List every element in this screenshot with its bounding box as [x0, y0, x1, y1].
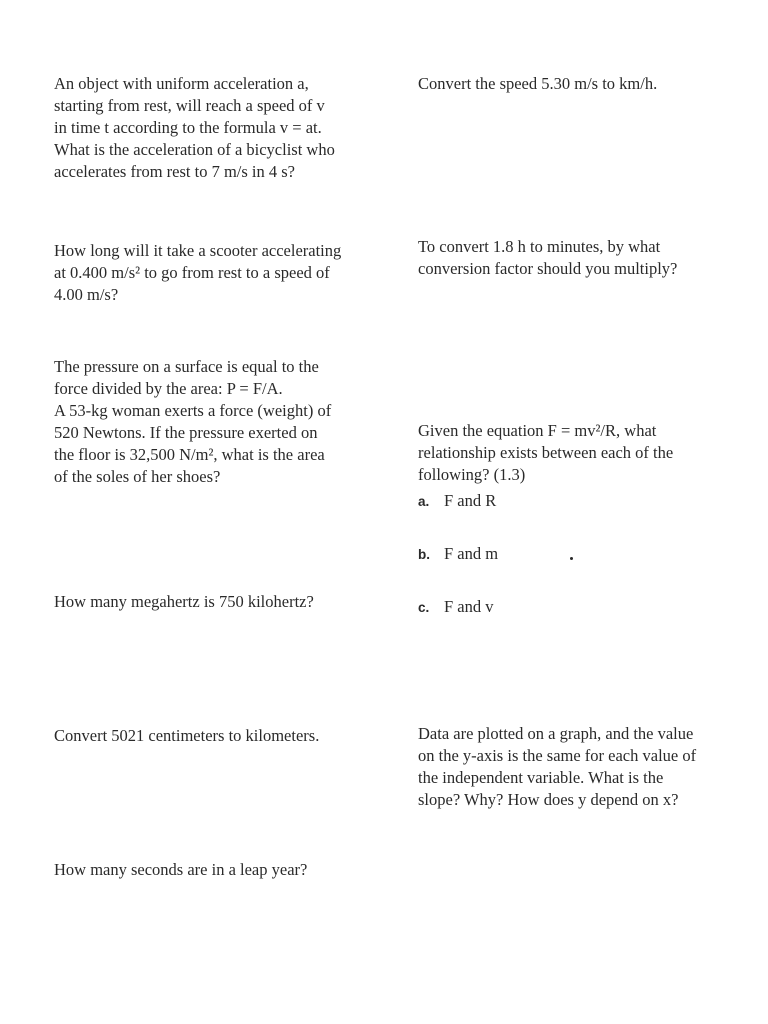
question-line: the independent variable. What is the	[418, 768, 664, 787]
subpart-label: c.	[418, 600, 430, 615]
question-line: at 0.400 m/s² to go from rest to a speed of	[54, 263, 330, 282]
subpart-text: F and m	[444, 544, 499, 563]
question-graph-slope	[418, 723, 696, 811]
question-line: of the soles of her shoes?	[54, 467, 221, 486]
question-line: conversion factor should you multiply?	[418, 259, 678, 278]
question-speed-conversion	[418, 73, 657, 95]
question-line: accelerates from rest to 7 m/s in 4 s?	[54, 162, 295, 181]
subpart-label: a.	[418, 494, 430, 509]
question-hours-to-minutes	[418, 236, 677, 280]
subpart-text: F and v	[444, 597, 494, 616]
subpart-text: F and R	[444, 491, 497, 510]
question-line: on the y-axis is the same for each value of	[418, 746, 697, 765]
question-line: The pressure on a surface is equal to the	[54, 357, 319, 376]
question-pressure-area	[54, 356, 331, 488]
question-line: An object with uniform acceleration a,	[54, 74, 309, 93]
stray-dot	[570, 557, 573, 560]
question-line: following? (1.3)	[418, 465, 526, 484]
subpart-label: b.	[418, 547, 430, 562]
question-line: How many seconds are in a leap year?	[54, 860, 308, 879]
question-line: To convert 1.8 h to minutes, by what	[418, 237, 661, 256]
question-line: 520 Newtons. If the pressure exerted on	[54, 423, 318, 442]
question-megahertz	[54, 591, 314, 613]
question-line: the floor is 32,500 N/m², what is the area	[54, 445, 325, 464]
question-force-equation	[418, 420, 673, 486]
question-line: relationship exists between each of the	[418, 443, 674, 462]
question-line: in time t according to the formula v = at.	[54, 118, 322, 137]
question-line: slope? Why? How does y depend on x?	[418, 790, 679, 809]
question-line: Convert 5021 centimeters to kilometers.	[54, 726, 320, 745]
question-line: force divided by the area: P = F/A.	[54, 379, 283, 398]
question-line: A 53-kg woman exerts a force (weight) of	[54, 401, 332, 420]
question-line: How many megahertz is 750 kilohertz?	[54, 592, 314, 611]
question-line: starting from rest, will reach a speed of v	[54, 96, 325, 115]
question-centimeters-to-kilometers	[54, 725, 319, 747]
question-line: Convert the speed 5.30 m/s to km/h.	[418, 74, 658, 93]
question-leap-year-seconds	[54, 859, 307, 881]
question-uniform-acceleration	[54, 73, 335, 183]
subpart-c	[418, 596, 494, 619]
subpart-a	[418, 490, 496, 513]
question-line: 4.00 m/s?	[54, 285, 119, 304]
question-scooter-acceleration	[54, 240, 341, 306]
question-line: What is the acceleration of a bicyclist who	[54, 140, 335, 159]
question-line: How long will it take a scooter accelerating	[54, 241, 342, 260]
question-line: Data are plotted on a graph, and the value	[418, 724, 694, 743]
question-line: Given the equation F = mv²/R, what	[418, 421, 657, 440]
subpart-b	[418, 543, 498, 566]
